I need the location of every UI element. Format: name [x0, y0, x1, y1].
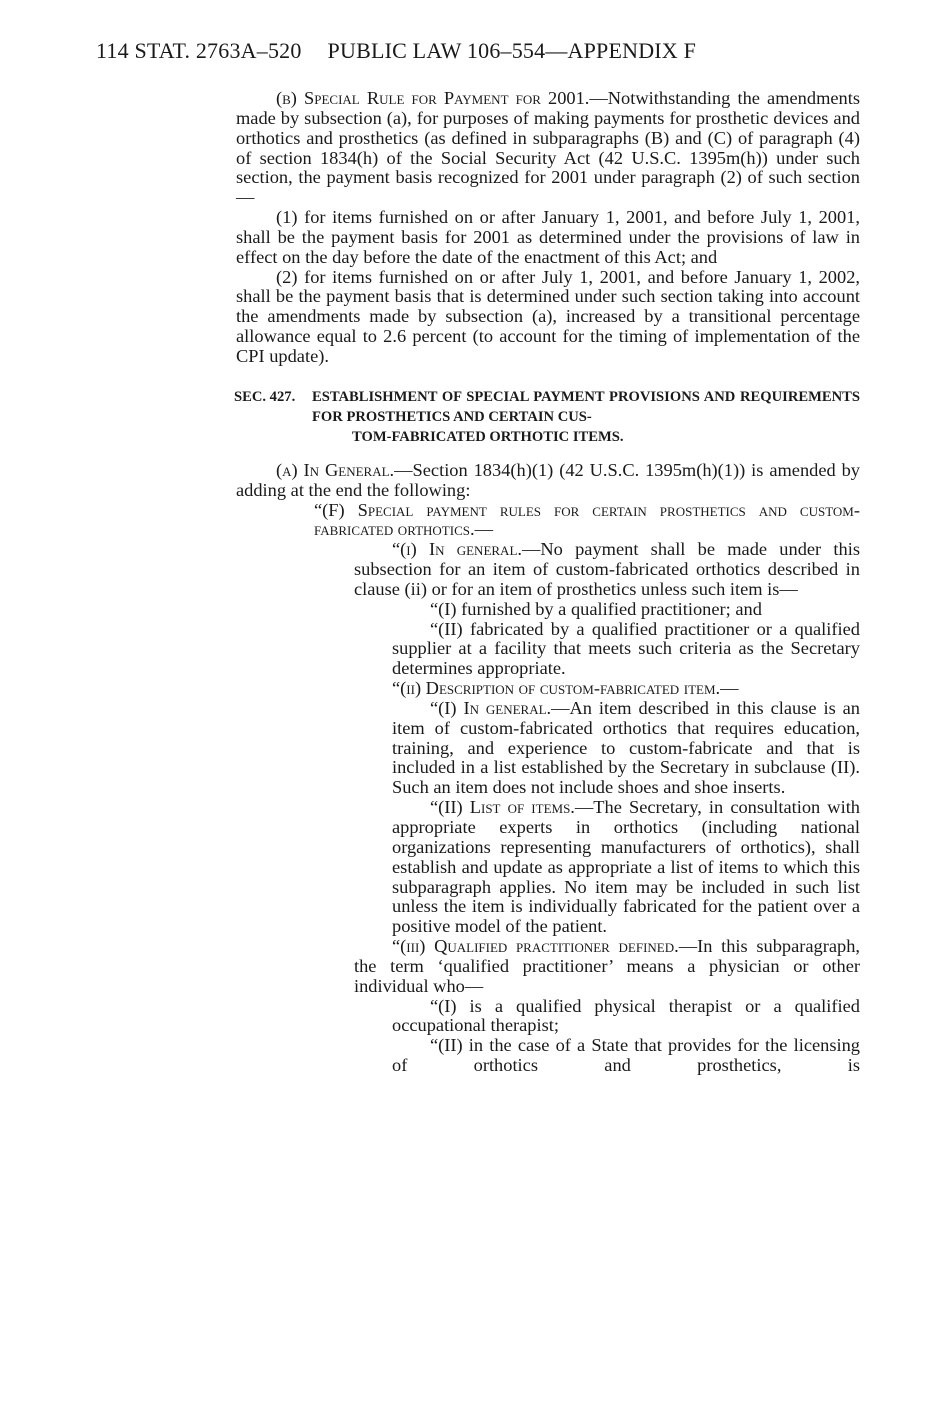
clause-ii-subclause-I-text: —An item described in this clause is an item of custom-fabricated orthotics that requires education, training, and experience to custom-fabricate and that is included in a list established by the Secretary in subclause (II). Such an item does not include shoes and shoe inserts. [392, 697, 861, 798]
section-title-line2: TOM-FABRICATED ORTHOTIC ITEMS. [352, 428, 624, 445]
subparagraph-F [236, 501, 860, 541]
clause-i-subclause-I: “(I) furnished by a qualified practitioner; and [430, 598, 762, 619]
clause-i-subclause-II: “(II) fabricated by a qualified practitioner or a qualified supplier at a facility that meets such criteria as the Secretary determines appropriate. [392, 618, 860, 679]
clause-iii-subclause-I: “(I) is a qualified physical therapist or a qualified occupational therapist; [392, 995, 860, 1036]
subparagraph-F-heading-block [314, 501, 860, 541]
clause-ii-subclauses [236, 699, 860, 937]
subsection-a-heading: (a) In General. [276, 459, 395, 480]
section-title [312, 387, 860, 447]
clause-iii-heading: “(iii) Qualified practitioner defined. [392, 936, 679, 957]
clause-iii-text-block [354, 937, 860, 997]
clause-i-subclauses [236, 600, 860, 679]
clause-ii-subclause-I-heading: “(I) In general. [430, 697, 552, 718]
paragraph-1 [196, 208, 860, 268]
section-title-line1: ESTABLISHMENT OF SPECIAL PAYMENT PROVISIONS AND REQUIREMENTS FOR PROSTHETICS AND CERTAIN CUS- [312, 388, 860, 425]
subparagraph-F-heading: “(F) Special payment rules for certain prosthetics and custom-fabricated orthotics. [314, 499, 860, 540]
clause-i-text: —No payment shall be made under this subsection for an item of custom-fabricated orthotics described in clause (ii) or for an item of prosthetics unless such item is— [354, 539, 860, 599]
clause-ii [236, 679, 860, 699]
clause-ii-heading-block [354, 679, 860, 699]
clause-ii-heading: “(ii) Description of custom-fabricated item. [392, 678, 721, 699]
clause-i [236, 540, 860, 600]
clause-ii-subclause-I [392, 699, 860, 798]
subparagraph-F-dash: — [474, 519, 493, 540]
clause-ii-dash: — [720, 678, 739, 699]
law-title: PUBLIC LAW 106–554—APPENDIX F [327, 38, 697, 63]
subsection-a [236, 461, 860, 501]
subsection-b-text: —Notwithstanding the amendments made by subsection (a), for purposes of making payments for prosthetic devices and orthotics and prosthetics (as defined in subparagraphs (B) and (C) of paragraph (4) of section 1834(h) of the Social Security Act (42 U.S.C. 1395m(h)) under such section, the payment basis recognized for 2001 under paragraph (2) of such section— [236, 88, 860, 208]
clause-i-heading: “(i) In general. [392, 539, 522, 560]
clause-ii-subclause-II-heading: “(II) List of items. [430, 797, 575, 818]
paragraph-2 [196, 268, 860, 367]
subsection-a-text: —Section 1834(h)(1) (42 U.S.C. 1395m(h)(1)) is amended by adding at the end the following: [236, 459, 860, 500]
statute-citation: 114 STAT. 2763A–520 [96, 38, 302, 63]
clause-ii-subclause-II [392, 798, 860, 937]
running-header [96, 38, 696, 64]
subsection-b-heading: (b) Special Rule for Payment for 2001. [276, 88, 590, 108]
subsection-b [236, 89, 860, 208]
clause-i-text-block [354, 540, 860, 600]
clause-iii-subclauses [236, 997, 860, 1076]
paragraph-2-text: (2) for items furnished on or after July 1, 2001, and before January 1, 2002, shall be the payment basis that is determined under such section taking into account the amendments made by subsection (a), increased by a transitional percentage allowance equal to 2.6 percent (to account for the timing of implementation of the CPI update). [236, 266, 860, 366]
clause-ii-subclause-II-text: —The Secretary, in consultation with appropriate experts in orthotics (including national organizations representing manufacturers of orthotics), shall establish and update as appropriate a list of items to which this subparagraph applies. No item may be included in such list unless the item is individually fabricated for the patient over a positive model of the patient. [392, 797, 861, 937]
clause-iii [236, 937, 860, 997]
section-427-heading [236, 387, 860, 447]
clause-iii-subclause-II: “(II) in the case of a State that provides for the licensing of orthotics and prosthetics, is [392, 1035, 860, 1076]
clause-iii-text: —In this subparagraph, the term ‘qualified practitioner’ means a physician or other individual who— [354, 936, 861, 996]
document-body [236, 89, 860, 1076]
section-number: SEC. 427. [234, 388, 296, 405]
paragraph-1-text: (1) for items furnished on or after January 1, 2001, and before July 1, 2001, shall be the payment basis for 2001 as determined under the provisions of law in effect on the day before the date of the enactment of this Act; and [236, 207, 860, 267]
